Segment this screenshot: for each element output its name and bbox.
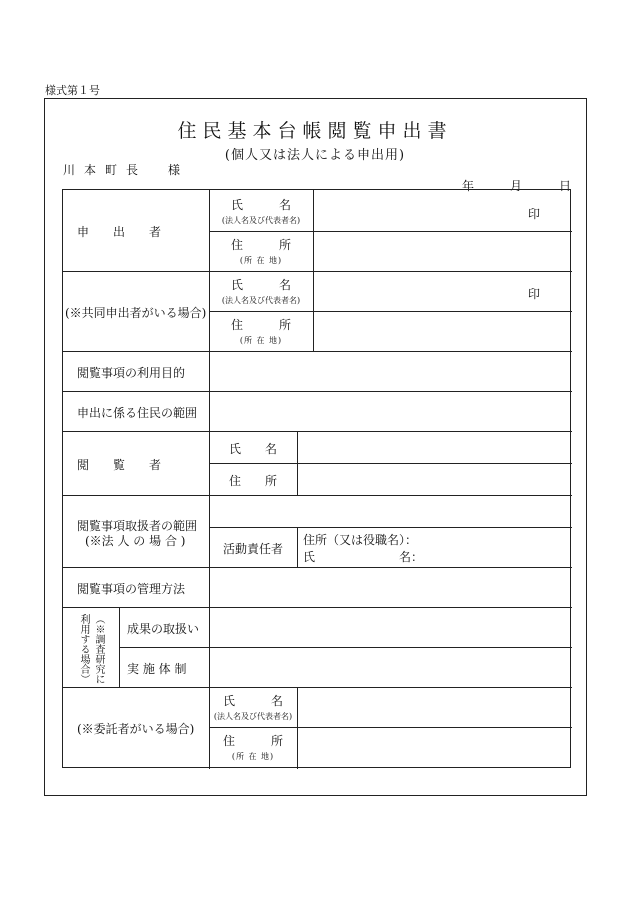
applicant-address-field[interactable] (314, 232, 571, 270)
contractor-label: (※委託者がいる場合) (77, 722, 195, 736)
co-applicant-address-label: 住 所 (230, 318, 291, 332)
results-handling-field[interactable] (210, 608, 571, 646)
co-applicant-seal-mark: 印 (528, 287, 541, 301)
contractor-name-label: 氏 名 (222, 694, 283, 708)
research-vertical-label: 利用する場合） (78, 614, 89, 684)
implementation-label: 実 施 体 制 (127, 662, 187, 676)
applicant-label: 申 出 者 (77, 225, 162, 239)
viewer-label: 閲 覧 者 (77, 458, 162, 472)
addressee: 川本町長 様 (63, 163, 190, 177)
date-month-label: 月 (510, 179, 523, 193)
viewer-address-field[interactable] (298, 464, 571, 494)
co-applicant-name-sublabel: (法人名及び代表者名) (221, 296, 301, 305)
date-day-label: 日 (559, 179, 572, 193)
contractor-address-label: 住 所 (222, 734, 283, 748)
handlers-label: 閲覧事項取扱者の範囲 (77, 519, 198, 533)
co-applicant-name-label: 氏 名 (230, 278, 291, 292)
purpose-label: 閲覧事項の利用目的 (77, 366, 186, 380)
row-divider (209, 527, 572, 528)
co-applicant-address-sublabel: (所 在 地) (239, 336, 283, 345)
handlers-field[interactable] (210, 496, 571, 526)
viewer-name-field[interactable] (298, 432, 571, 462)
responsible-name-label: 氏 名： (303, 550, 424, 564)
purpose-field[interactable] (210, 352, 571, 430)
applicant-address-label: 住 所 (230, 238, 291, 252)
management-field[interactable] (210, 568, 571, 606)
research-vertical-label: （※調査研究に (93, 614, 104, 684)
applicant-name-sublabel: (法人名及び代表者名) (221, 216, 301, 225)
handlers-sublabel: (※法 人 の 場 合 ) (85, 534, 186, 548)
application-table (62, 189, 571, 768)
contractor-name-sublabel: (法人名及び代表者名) (213, 712, 293, 721)
viewer-name-label: 氏 名 (228, 442, 277, 456)
applicant-seal-mark: 印 (528, 207, 541, 221)
contractor-name-field[interactable] (298, 688, 571, 726)
applicant-name-label: 氏 名 (230, 198, 291, 212)
contractor-address-field[interactable] (298, 728, 571, 768)
viewer-address-label: 住 所 (228, 474, 277, 488)
implementation-field[interactable] (210, 648, 571, 686)
results-handling-label: 成果の取扱い (127, 622, 200, 636)
responsible-address-label: 住所（又は役職名）： (303, 533, 418, 547)
date-year-label: 年 (462, 179, 475, 193)
scope-label: 申出に係る住民の範囲 (77, 406, 198, 420)
responsible-person-label: 活動責任者 (222, 542, 283, 556)
form-number: 様式第１号 (45, 84, 100, 97)
co-applicant-label: (※共同申出者がいる場合) (65, 306, 207, 320)
co-applicant-address-field[interactable] (314, 312, 571, 350)
contractor-address-sublabel: (所 在 地) (231, 752, 275, 761)
form-subtitle: (個人又は法人による申出用) (224, 148, 406, 163)
column-divider (297, 527, 298, 567)
management-label: 閲覧事項の管理方法 (77, 582, 186, 596)
column-divider (119, 607, 120, 687)
applicant-address-sublabel: (所 在 地) (239, 256, 283, 265)
form-title: 住民基本台帳閲覧申出書 (177, 120, 453, 142)
